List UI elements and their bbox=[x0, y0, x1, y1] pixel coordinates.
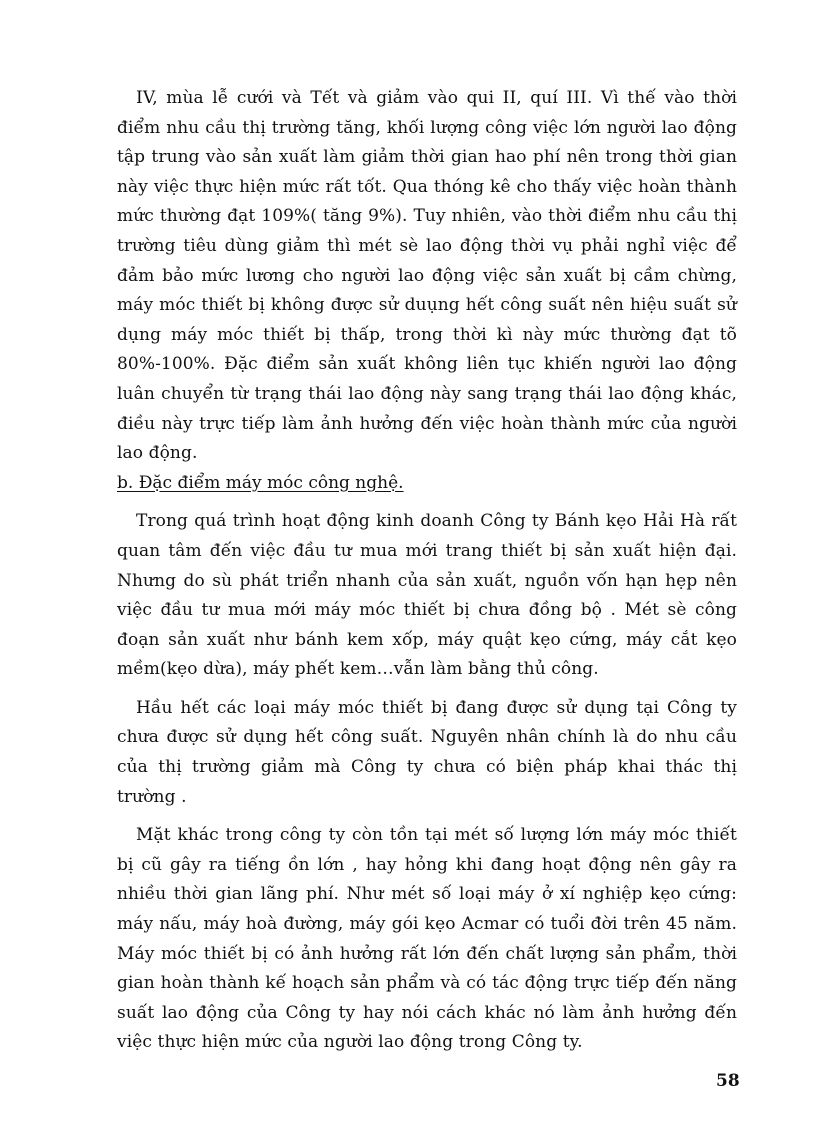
paragraph-investment: Trong quá trình hoạt động kinh doanh Công ty Bánh kẹo Hải Hà rất quan tâm đến việc đầu tư mua mới trang thiết bị sản xuất hiện đại. Nhưng do sù phát triển nhanh của sản xuất, nguồn vốn hạn hẹp nên việc đầu tư mua mới máy móc thiết bị chưa đồng bộ . Mét sè công đoạn sản xuất như bánh kem xốp, máy quật kẹo cứng, máy cắt kẹo mềm(kẹo dừa), máy phết kem…vẫn làm bằng thủ công. bbox=[117, 511, 737, 680]
document-body bbox=[117, 84, 737, 1058]
paragraph-old-equipment: Mặt khác trong công ty còn tồn tại mét số lượng lớn máy móc thiết bị cũ gây ra tiếng ồn lớn , hay hỏng khi đang hoạt động nên gây ra nhiều thời gian lãng phí. Như mét số loại máy ở xí nghiệp kẹo cứng: máy nấu, máy hoà đường, máy gói kẹo Acmar có tuổi đời trên 45 năm. Máy móc thiết bị có ảnh hưởng rất lớn đến chất lượng sản phẩm, thời gian hoàn thành kế hoạch sản phẩm và có tác động trực tiếp đến năng suất lao động của Công ty hay nói cách khác nó làm ảnh hưởng đến việc thực hiện mức của người lao động trong Công ty. bbox=[117, 825, 737, 1053]
page-number: 58 bbox=[716, 1071, 740, 1091]
section-heading-b: b. Đặc điểm máy móc công nghệ. bbox=[117, 472, 404, 493]
paragraph-continuation: IV, mùa lễ cưới và Tết và giảm vào qui II, quí III. Vì thế vào thời điểm nhu cầu thị trường tăng, khối lượng công việc lớn người lao động tập trung vào sản xuất làm giảm thời gian hao phí nên trong thời gian này việc thực hiện mức rất tốt. Qua thóng kê cho thấy việc hoàn thành mức thường đạt 109%( tăng 9%). Tuy nhiên, vào thời điểm nhu cầu thị trường tiêu dùng giảm thì mét sè lao động thời vụ phải nghỉ việc để đảm bảo mức lương cho người lao động việc sản xuất bị cầm chừng, máy móc thiết bị không được sử duụng hết công suất nên hiệu suất sử dụng máy móc thiết bị thấp, trong thời kì này mức thường đạt tõ 80%-100%. Đặc điểm sản xuất không liên tục khiến người lao động luân chuyển từ trạng thái lao động này sang trạng thái lao động khác, điều này trực tiếp làm ảnh hưởng đến việc hoàn thành mức của người lao động. bbox=[117, 88, 737, 464]
paragraph-capacity: Hầu hết các loại máy móc thiết bị đang được sử dụng tại Công ty chưa được sử dụng hết công suất. Nguyên nhân chính là do nhu cầu của thị trường giảm mà Công ty chưa có biện pháp khai thác thị trường . bbox=[117, 697, 737, 807]
